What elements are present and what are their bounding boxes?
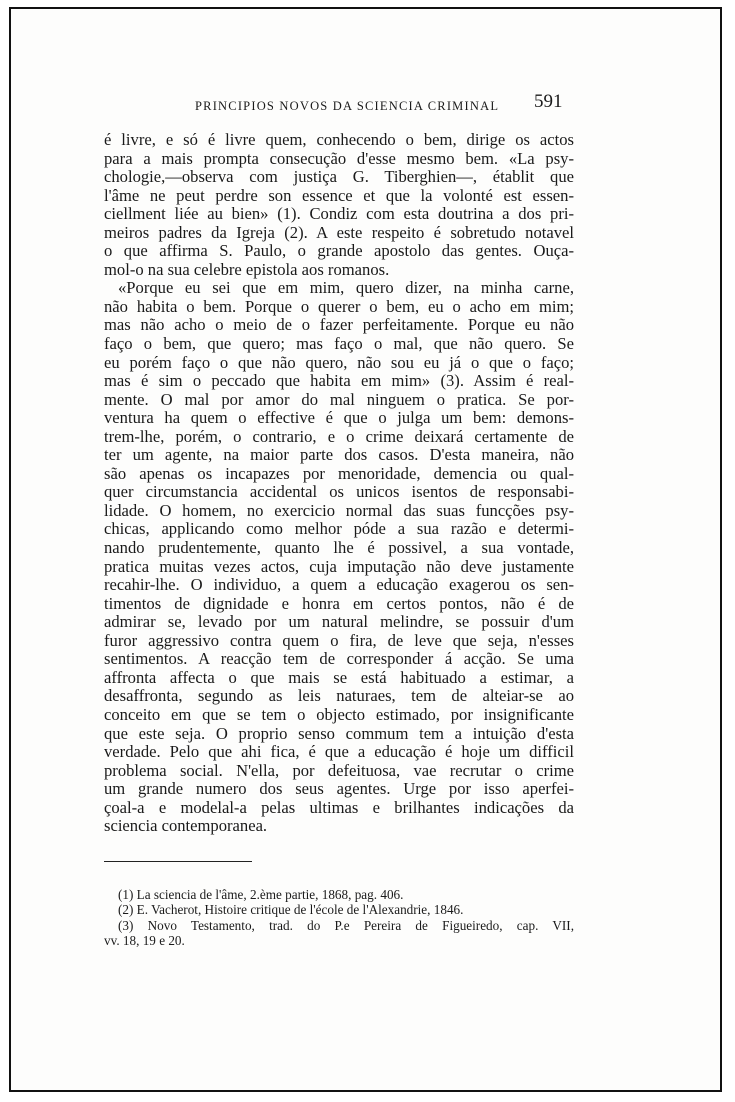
- footnote-line: (1) La sciencia de l'âme, 2.ème partie, 1868, pag. 406.: [118, 887, 404, 902]
- footnote-line: vv. 18, 19 e 20.: [104, 932, 185, 948]
- running-head: PRINCIPIOS NOVOS DA SCIENCIA CRIMINAL: [195, 99, 500, 113]
- text-line: timentos de dignidade e honra em certos pontos, não é de: [104, 593, 574, 613]
- text-line: faço o bem, que quero; mas faço o mal, que não quero. Se: [104, 334, 574, 354]
- text-line: desaffronta, segundo as leis naturaes, tem de alteiar-se ao: [104, 686, 574, 706]
- footnote-line: (2) E. Vacherot, Histoire critique de l'école de l'Alexandrie, 1846.: [118, 902, 464, 918]
- text-line: é livre, e só é livre quem, conhecendo o bem, dirige os actos: [104, 130, 574, 149]
- text-line: sentimentos. A reacção tem de corresponder á acção. Se uma: [104, 649, 574, 669]
- body-text: [104, 131, 574, 836]
- text-line: chologie,—observa com justiça G. Tiberghien—, établit que: [104, 167, 574, 187]
- text-line: conceito em que se tem o objecto estimado, por insignificante: [104, 704, 574, 724]
- text-line: çoal-a e modelal-a pelas ultimas e brilhantes indicações da: [104, 797, 574, 817]
- text-line: affronta affecta o que mais se está habituado a estimar, a: [104, 667, 574, 687]
- page-header: [0, 91, 735, 119]
- text-line: mol-o na sua celebre epistola aos romanos.: [104, 259, 390, 279]
- text-line: o que affirma S. Paulo, o grande apostolo das gentes. Ouça-: [104, 241, 574, 261]
- text-line: «Porque eu sei que em mim, quero dizer, na minha carne,: [118, 278, 574, 298]
- text-line: ter um agente, na maior parte dos casos. D'esta maneira, não: [104, 445, 574, 465]
- text-line: sciencia contemporanea.: [104, 816, 268, 836]
- text-line: são apenas os incapazes por menoridade, demencia ou qual-: [104, 463, 574, 483]
- text-line: eu porém faço o que não quero, não sou eu já o que o faço;: [104, 352, 574, 372]
- text-line: meiros padres da Igreja (2). A este respeito é sobretudo notavel: [104, 222, 574, 242]
- text-line: quer circumstancia accidental os unicos isentos de responsabi-: [104, 482, 574, 502]
- text-line: l'âme ne peut perdre son essence et que la volonté est essen-: [104, 185, 574, 205]
- text-line: pratica muitas vezes actos, cuja imputação não deve justamente: [104, 556, 574, 576]
- text-line: ciellment liée au bien» (1). Condiz com esta doutrina a dos pri-: [104, 204, 574, 224]
- footnote-line: (3) Novo Testamento, trad. do P.e Pereira de Figueiredo, cap. VII,: [118, 917, 574, 933]
- text-line: que este seja. O proprio senso commum tem a intuição d'esta: [104, 723, 574, 743]
- text-line: chicas, applicando como melhor póde a sua razão e determi-: [104, 519, 574, 539]
- footnote-rule: [104, 861, 252, 862]
- text-line: nando prudentemente, quanto lhe é possivel, a sua vontade,: [104, 538, 574, 558]
- text-line: mas é sim o peccado que habita em mim» (3). Assim é real-: [104, 371, 574, 391]
- text-line: verdade. Pelo que ahi fica, é que a educação é hoje um difficil: [104, 742, 574, 762]
- text-line: recahir-lhe. O individuo, a quem a educação exagerou os sen-: [104, 575, 574, 595]
- text-line: trem-lhe, porém, o contrario, e o crime deixará certamente de: [104, 426, 574, 446]
- text-line: mente. O mal por amor do mal ninguem o pratica. Se por-: [104, 389, 574, 409]
- footnotes: [104, 887, 574, 948]
- text-line: para a mais prompta consecução d'esse mesmo bem. «La psy-: [104, 148, 574, 168]
- page-number: 591: [534, 91, 563, 112]
- text-line: um grande numero dos seus agentes. Urge por isso aperfei-: [104, 779, 574, 799]
- text-line: ventura ha quem o effective é que o julga um bem: demons-: [104, 408, 574, 428]
- text-line: furor aggressivo contra quem o fira, de leve que seja, n'esses: [104, 630, 574, 650]
- text-line: problema social. N'ella, por defeituosa, vae recrutar o crime: [104, 760, 574, 780]
- text-line: admirar se, levado por um natural melindre, se possuir d'um: [104, 612, 574, 632]
- text-line: não habita o bem. Porque o querer o bem, eu o acho em mim;: [104, 296, 574, 316]
- text-line: mas não acho o meio de o fazer perfeitamente. Porque eu não: [104, 315, 574, 335]
- text-line: lidade. O homem, no exercicio normal das suas funcções psy-: [104, 500, 574, 520]
